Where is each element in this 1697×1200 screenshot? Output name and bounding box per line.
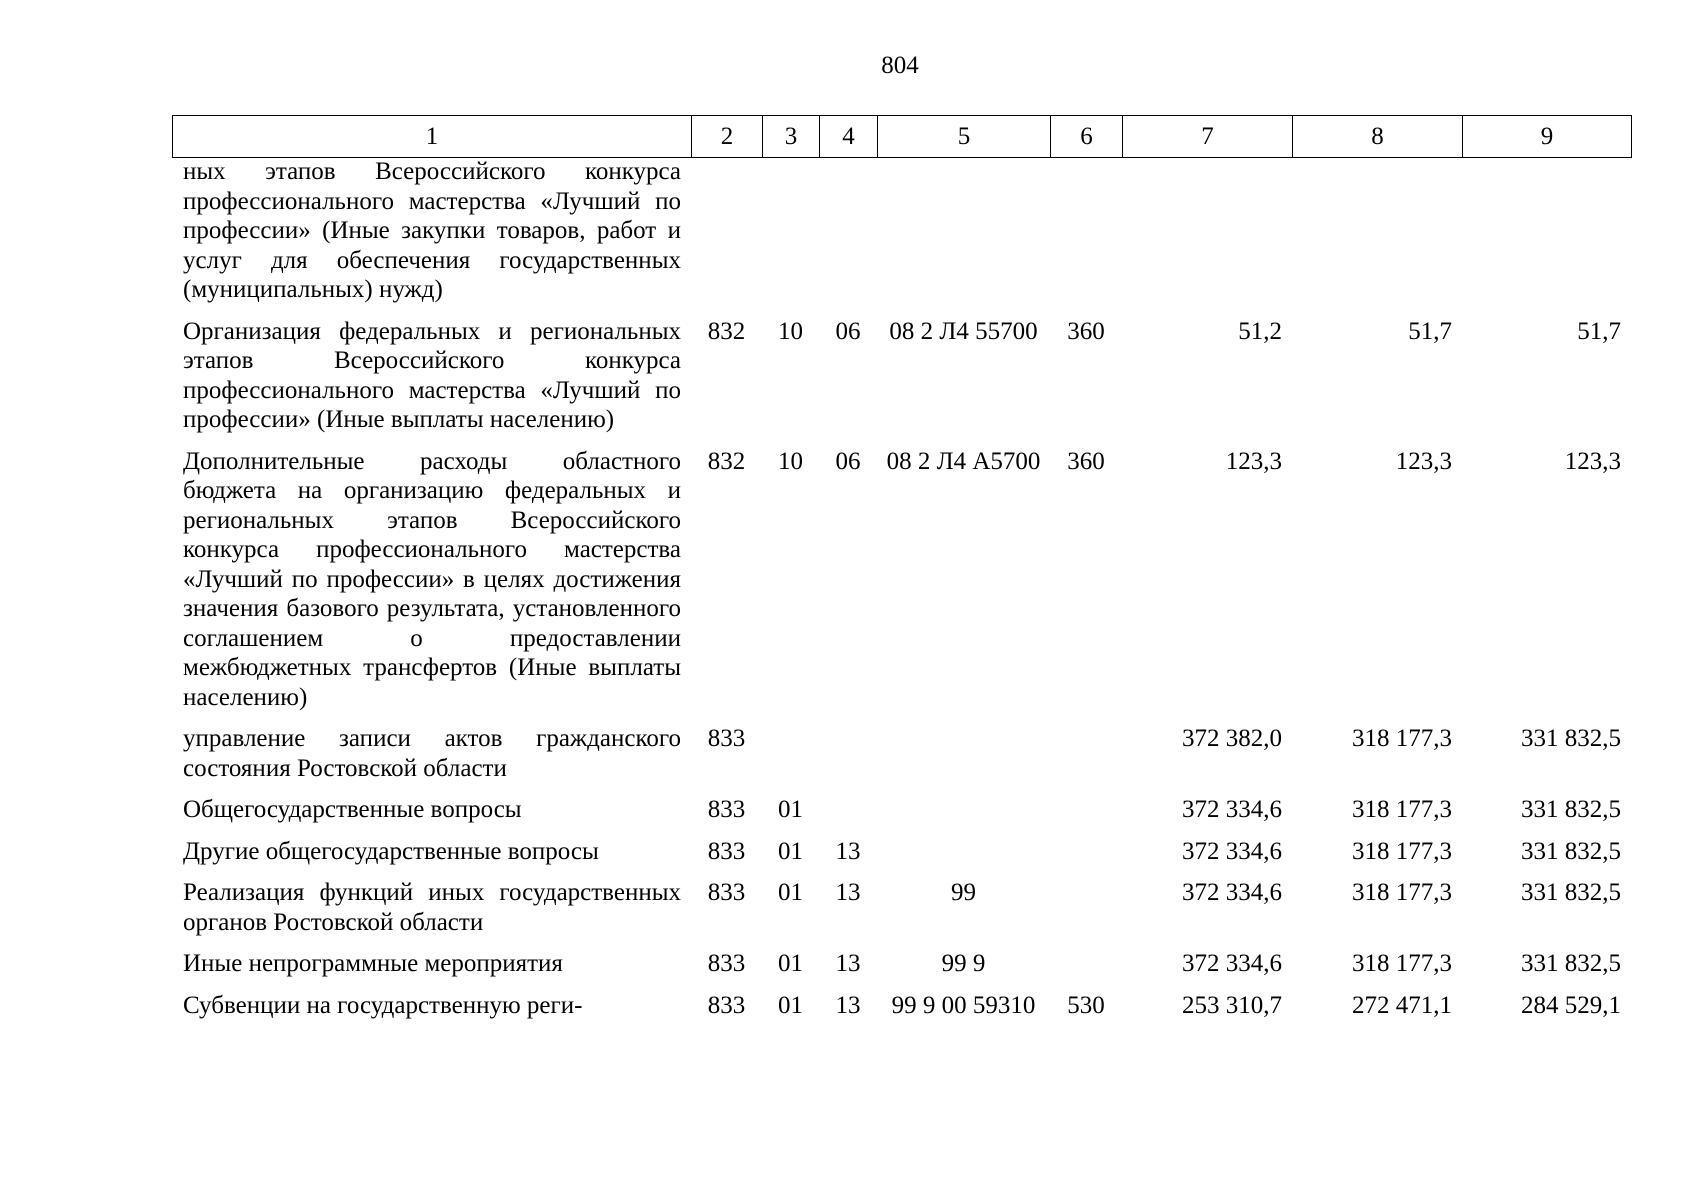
row-name: Общегосударственные вопросы: [183, 796, 522, 823]
row-name: управление записи актов гражданского состояния Ростовской области: [183, 725, 681, 782]
cell-c8: 318 177,3: [1352, 879, 1452, 906]
column-header-6: 6: [1051, 116, 1123, 158]
cell-c2: 833: [707, 725, 746, 752]
cell-c7: 372 382,0: [1182, 725, 1282, 752]
table-row: [172, 724, 1631, 795]
cell-c4: 13: [835, 837, 861, 865]
cell-c4: [819, 724, 877, 795]
cell-c3: 10: [778, 447, 803, 475]
table-row: [172, 795, 1631, 837]
cell-c9: [1462, 157, 1631, 317]
cell-c4: 06: [835, 317, 861, 345]
cell-c6: [1050, 837, 1122, 879]
page-number: 804: [881, 52, 919, 79]
cell-c5: 08 2 Л4 55700: [889, 317, 1038, 345]
cell-c9: 51,7: [1577, 317, 1621, 345]
cell-c9: 284 529,1: [1521, 991, 1621, 1019]
cell-c9: 331 832,5: [1521, 950, 1621, 977]
cell-c2: 833: [707, 879, 746, 906]
cell-c3: 01: [778, 879, 803, 906]
cell-c2: 833: [707, 837, 746, 865]
row-name: Иные непрограммные мероприятия: [183, 950, 563, 977]
cell-c8: 123,3: [1395, 447, 1452, 475]
row-name: Дополнительные расходы областного бюджета на организацию федеральных и региональных этапов Всероссийского конкурса профессионального мастерства «Лучший по профессии» в целях достижения значения базового результата, установленного соглашением о предоставлении межбюджетных трансфертов (Иные выплаты населению): [183, 447, 681, 711]
cell-c3: 10: [778, 317, 803, 345]
cell-c3: 01: [778, 837, 803, 865]
column-header-7: 7: [1123, 116, 1293, 158]
budget-table: [172, 157, 1631, 1020]
cell-c4: 13: [835, 950, 861, 977]
column-header-3: 3: [763, 116, 820, 158]
cell-c6: [1050, 724, 1122, 795]
cell-c6: [1050, 878, 1122, 949]
cell-c4: 06: [835, 447, 861, 475]
cell-c7: 372 334,6: [1182, 950, 1282, 977]
cell-c6: 530: [1067, 991, 1105, 1019]
cell-c5: [877, 157, 1050, 317]
cell-c5: [877, 837, 1050, 879]
cell-c5: 99: [951, 879, 976, 906]
row-name: ных этапов Всероссийского конкурса профессионального мастерства «Лучший по профессии» (Иные закупки товаров, работ и услуг для обеспечения государственных (муниципальных) нужд): [183, 158, 681, 303]
column-header-1: 1: [173, 116, 692, 158]
table-row: [172, 157, 1631, 317]
cell-c5: 99 9: [941, 950, 986, 977]
cell-c6: 360: [1067, 447, 1105, 475]
table-row: [172, 317, 1631, 447]
cell-c8: 318 177,3: [1352, 837, 1452, 865]
cell-c3: 01: [778, 991, 803, 1019]
cell-c3: 01: [778, 950, 803, 977]
cell-c9: 123,3: [1564, 447, 1621, 475]
cell-c7: 372 334,6: [1182, 796, 1282, 823]
cell-c8: 318 177,3: [1352, 950, 1452, 977]
cell-c2: 833: [707, 950, 746, 977]
cell-c3: 01: [778, 796, 803, 823]
column-header-4: 4: [820, 116, 878, 158]
cell-c4: 13: [835, 991, 861, 1019]
cell-c4: [819, 795, 877, 837]
row-name: Субвенции на государственную реги-: [183, 991, 583, 1019]
cell-c2: 833: [707, 796, 746, 823]
cell-c5: [877, 795, 1050, 837]
cell-c7: [1122, 157, 1292, 317]
column-header-8: 8: [1293, 116, 1463, 158]
table-row: [172, 991, 1631, 1021]
cell-c3: [762, 157, 819, 317]
cell-c7: 51,2: [1238, 317, 1282, 345]
cell-c8: 318 177,3: [1352, 725, 1452, 752]
cell-c9: 331 832,5: [1521, 837, 1621, 865]
cell-c6: [1050, 157, 1122, 317]
cell-c2: 832: [707, 447, 746, 475]
cell-c6: 360: [1067, 317, 1105, 345]
cell-c2: 833: [707, 991, 746, 1019]
cell-c7: 372 334,6: [1182, 879, 1282, 906]
cell-c7: 372 334,6: [1182, 837, 1282, 865]
table-header: [172, 115, 1632, 158]
cell-c4: [819, 157, 877, 317]
row-name: Организация федеральных и региональных этапов Всероссийского конкурса профессионального мастерства «Лучший по профессии» (Иные выплаты населению): [183, 317, 681, 433]
column-header-5: 5: [878, 116, 1051, 158]
cell-c9: 331 832,5: [1521, 879, 1621, 906]
column-header-9: 9: [1463, 116, 1632, 158]
cell-c2: [691, 157, 762, 317]
table-row: [172, 447, 1631, 725]
column-header-2: 2: [692, 116, 763, 158]
table-row: [172, 949, 1631, 991]
table-row: [172, 837, 1631, 879]
cell-c6: [1050, 949, 1122, 991]
cell-c4: 13: [835, 879, 861, 906]
cell-c5: 99 9 00 59310: [891, 991, 1036, 1019]
cell-c8: 272 471,1: [1352, 991, 1452, 1019]
cell-c8: 318 177,3: [1352, 796, 1452, 823]
table-row: [172, 878, 1631, 949]
cell-c9: 331 832,5: [1521, 796, 1621, 823]
cell-c7: 253 310,7: [1182, 991, 1282, 1019]
cell-c5: [877, 724, 1050, 795]
cell-c9: 331 832,5: [1521, 725, 1621, 752]
cell-c8: 51,7: [1408, 317, 1452, 345]
row-name: Реализация функций иных государственных органов Ростовской области: [183, 879, 681, 936]
cell-c5: 08 2 Л4 А5700: [886, 447, 1041, 475]
cell-c6: [1050, 795, 1122, 837]
cell-c3: [762, 724, 819, 795]
cell-c7: 123,3: [1225, 447, 1282, 475]
cell-c8: [1292, 157, 1462, 317]
row-name: Другие общегосударственные вопросы: [183, 837, 599, 865]
cell-c2: 832: [707, 317, 746, 345]
